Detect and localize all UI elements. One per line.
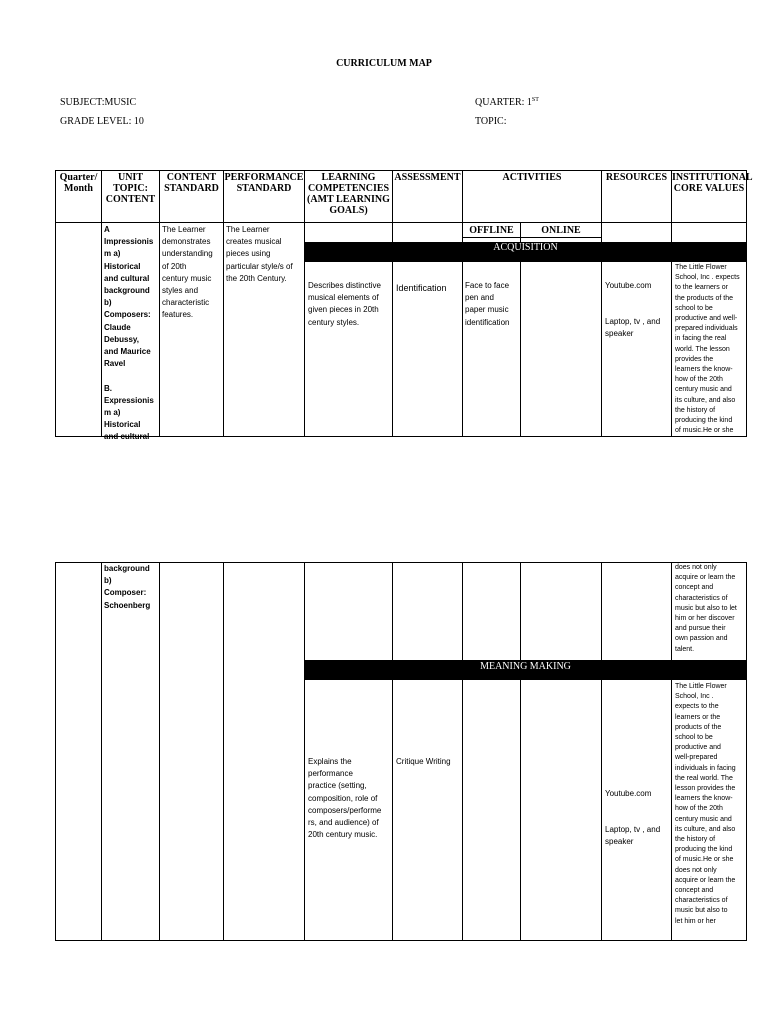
unit-topic-content-continued: background b) Composer: Schoenberg — [104, 564, 151, 610]
resources-text-1: Youtube.com — [605, 281, 652, 290]
core-values-text: The Little Flower School, Inc . expects to the learners or the products of the school to be productive and well- prepared individuals in facing the real world. The lesson provides the learners the know- how of the 20th century music and its culture, and also the history of producing the kind of music.He or she — [675, 264, 740, 435]
acquisition-section-bar: ACQUISITION — [305, 242, 746, 262]
header-online: ONLINE — [541, 225, 581, 236]
learning-competency-text: Describes distinctive musical elements of given pieces in 20th century styles. — [308, 281, 381, 327]
performance-standard-text: The Learner creates musical pieces using particular style/s of the 20th Century. — [226, 225, 293, 283]
assessment-text-2: Critique Writing — [396, 757, 451, 766]
resources-text-2: Laptop, tv , and speaker — [605, 317, 661, 339]
content-standard-text: The Learner demonstrates understanding of 20th century music styles and characteristic features. — [162, 225, 213, 320]
resources-text-3: Youtube.com — [605, 789, 652, 798]
document-title: CURRICULUM MAP — [336, 58, 432, 69]
quarter-label: QUARTER: 1ST — [475, 97, 539, 108]
subject-label: SUBJECT:MUSIC — [60, 97, 137, 108]
resources-text-4: Laptop, tv , and speaker — [605, 825, 661, 847]
header-content-standard: CONTENT STANDARD — [164, 172, 219, 194]
header-assessment: ASSESSMENT — [394, 172, 461, 183]
unit-topic-content: A Impressionis m a) Historical and cultural background b) Composers: Claude Debussy, and Maurice Ravel B. Expressionis m a) Historical and cultural — [104, 225, 154, 442]
header-offline: OFFLINE — [469, 225, 514, 236]
topic-label: TOPIC: — [475, 116, 507, 127]
header-performance-standard: PERFORMANCE STANDARD — [224, 172, 304, 194]
header-unit-topic: UNIT TOPIC: CONTENT — [105, 172, 156, 205]
header-resources: RESOURCES — [605, 172, 668, 183]
core-values-text-2: The Little Flower School, Inc . expects to the learners or the products of the school to be productive and well-prepared individuals in facing the real world. The lesson provides the learners the know- how of the 20th century music and its culture, and also the history of producing the kind of music.He or she does not only acquire or learn the concept and characteristics of music but also to let him or her — [675, 683, 736, 925]
header-core-values: INSTITUTIONAL CORE VALUES — [672, 172, 753, 194]
offline-activity-text: Face to face pen and paper music identification — [465, 281, 510, 327]
grade-level-label: GRADE LEVEL: 10 — [60, 116, 144, 127]
header-learning-competencies: LEARNING COMPETENCIES (AMT LEARNING GOALS) — [307, 172, 390, 216]
learning-competency-text-2: Explains the performance practice (setting, composition, role of composers/performe rs, and audience) of 20th century music. — [308, 757, 382, 840]
header-quarter-month: Quarter/ Month — [59, 172, 98, 194]
header-activities: ACTIVITIES — [502, 172, 562, 183]
meaning-making-section-bar: MEANING MAKING — [305, 660, 746, 680]
assessment-text: Identification — [396, 283, 447, 293]
core-values-text-continued: does not only acquire or learn the concept and characteristics of music but also to let him or her discover and pursue their own passion and talent. — [675, 564, 737, 653]
